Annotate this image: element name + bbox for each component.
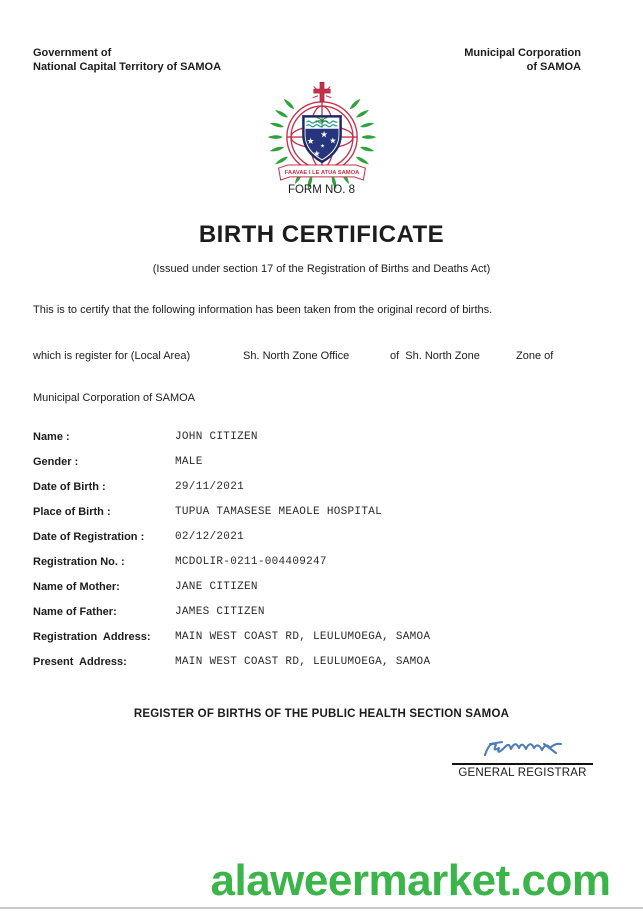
field-row-place-of-birth	[0, 506, 643, 520]
header-government-line2: National Capital Territory of SAMOA	[33, 61, 222, 73]
field-label: Place of Birth :	[33, 506, 111, 518]
header-municipal	[464, 46, 581, 74]
field-value: 29/11/2021	[175, 481, 245, 493]
field-label: Present Address:	[33, 656, 127, 668]
title-subtext: (Issued under section 17 of the Registration of Births and Deaths Act)	[152, 263, 491, 275]
motto-text: FAAVAE I LE ATUA SAMOA	[284, 169, 359, 176]
signature-line	[452, 763, 593, 765]
header-government-line1: Government of	[33, 47, 112, 59]
samoa-coat-of-arms-icon	[260, 77, 384, 198]
field-row-mother	[0, 581, 643, 595]
register-zone: of Sh. North Zone	[390, 350, 480, 362]
field-label: Name :	[33, 431, 70, 443]
field-value: JAMES CITIZEN	[175, 606, 265, 618]
field-label: Gender :	[33, 456, 79, 468]
register-corporation: Municipal Corporation of SAMOA	[33, 392, 196, 404]
bottom-divider	[0, 907, 643, 909]
field-value: JANE CITIZEN	[175, 581, 258, 593]
register-zone-of: Zone of	[516, 350, 554, 362]
cross	[312, 82, 331, 101]
header-municipal-line1: Municipal Corporation	[464, 47, 581, 59]
field-row-date-of-registration	[0, 531, 643, 545]
header-municipal-line2: of SAMOA	[526, 61, 581, 73]
field-value: MAIN WEST COAST RD, LEULUMOEGA, SAMOA	[175, 631, 431, 643]
field-value: JOHN CITIZEN	[175, 431, 258, 443]
field-value: MAIN WEST COAST RD, LEULUMOEGA, SAMOA	[175, 656, 431, 668]
register-line-prefix: which is register for (Local Area)	[33, 350, 191, 362]
field-row-registration-no	[0, 556, 643, 570]
register-office: Sh. North Zone Office	[243, 350, 350, 362]
field-row-date-of-birth	[0, 481, 643, 495]
page-title: BIRTH CERTIFICATE	[198, 221, 445, 248]
field-value: MCDOLIR-0211-004409247	[175, 556, 327, 568]
field-row-father	[0, 606, 643, 620]
field-label: Registration Address:	[33, 631, 151, 643]
field-value: MALE	[175, 456, 203, 468]
field-label: Date of Birth :	[33, 481, 106, 493]
form-number: FORM NO. 8	[287, 184, 356, 196]
field-label: Registration No. :	[33, 556, 125, 568]
register-of-births-title: REGISTER OF BIRTHS OF THE PUBLIC HEALTH SECTION SAMOA	[133, 708, 510, 720]
watermark-text: alaweermarket.com	[210, 856, 611, 905]
header-government	[33, 46, 221, 74]
field-label: Name of Mother:	[33, 581, 120, 593]
field-row-registration-address	[0, 631, 643, 645]
field-row-present-address	[0, 656, 643, 670]
field-value: 02/12/2021	[175, 531, 245, 543]
general-registrar-label: GENERAL REGISTRAR	[458, 767, 587, 779]
field-value: TUPUA TAMASESE MEAOLE HOSPITAL	[175, 506, 383, 518]
field-row-name	[0, 431, 643, 445]
field-label: Date of Registration :	[33, 531, 145, 543]
field-label: Name of Father:	[33, 606, 117, 618]
field-row-gender	[0, 456, 643, 470]
certify-statement: This is to certify that the following information has been taken from the original record of births.	[33, 304, 493, 316]
motto-banner	[278, 165, 365, 180]
